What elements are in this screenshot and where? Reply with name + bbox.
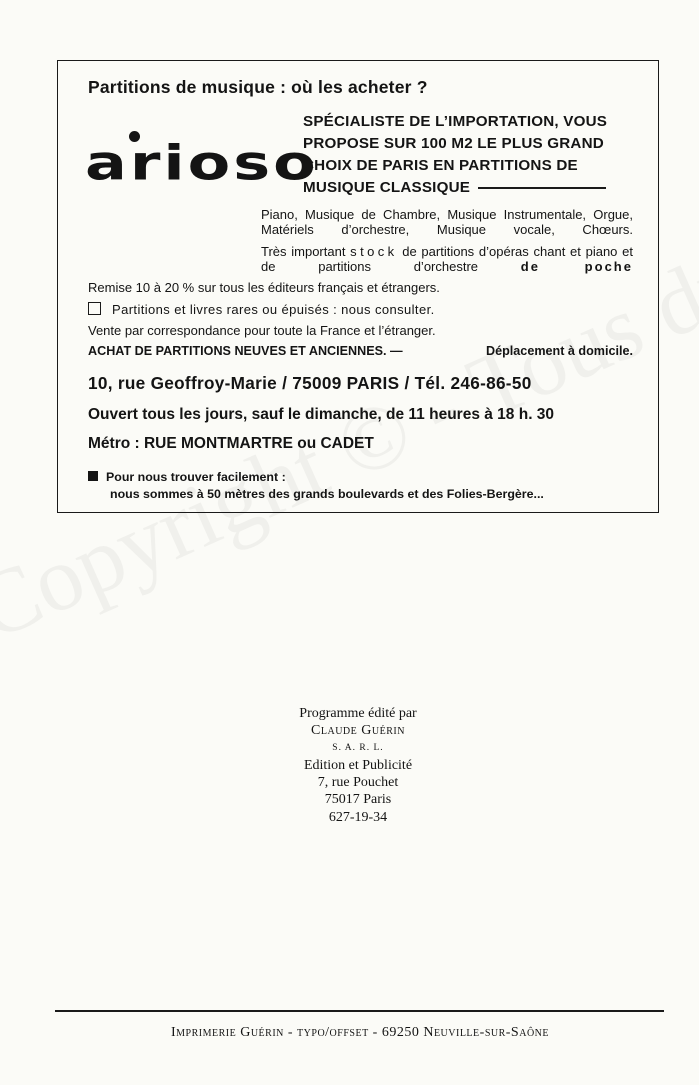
- discount-text: Remise 10 à 20 % sur tous les éditeurs français et étrangers.: [88, 280, 440, 295]
- square-bullet-icon: [88, 471, 98, 481]
- shop-address: 10, rue Geoffroy-Marie / 75009 PARIS / Tél. 246-86-50: [88, 373, 532, 393]
- instruments-text: Piano, Musique de Chambre, Musique Instrumentale, Orgue, Matériels d’orchestre, Musique vocale, Chœurs.: [261, 207, 633, 237]
- rare-scores-text: Partitions et livres rares ou épuisés : nous consulter.: [88, 302, 435, 317]
- purchase-text: ACHAT DE PARTITIONS NEUVES ET ANCIENNES. — Déplacement à domicile.: [88, 344, 633, 358]
- publisher-name: Claude Guérin: [311, 723, 405, 739]
- publisher-block: Programme édité par Claude Guérin S. A. R. L. Edition et Publicité 7, rue Pouchet 75017 Paris 627-19-34: [0, 705, 699, 826]
- metro-stations: Métro : RUE MONTMARTRE ou CADET: [88, 435, 374, 452]
- ad-title: Partitions de musique : où les acheter ?: [88, 77, 428, 97]
- arioso-logo: arioso: [85, 134, 319, 192]
- directions-text: Pour nous trouver facilement : nous sommes à 50 mètres des grands boulevards et des Folies-Bergère...: [88, 469, 544, 503]
- headline-rule: [478, 187, 606, 189]
- checkbox-icon: [88, 302, 101, 315]
- opening-hours: Ouvert tous les jours, sauf le dimanche, de 11 heures à 18 h. 30: [88, 406, 555, 423]
- ad-headline: SPÉCIALISTE DE L’IMPORTATION, VOUS PROPOSE SUR 100 M2 LE PLUS GRAND CHOIX DE PARIS EN PARTITIONS DE MUSIQUE CLASSIQUE: [303, 113, 608, 196]
- footer-divider: [55, 1010, 664, 1012]
- mail-order-text: Vente par correspondance pour toute la France et l’étranger.: [88, 323, 436, 338]
- printer-footer: Imprimerie Guérin - typo/offset - 69250 Neuville-sur-Saône: [171, 1025, 549, 1040]
- arioso-advertisement: [57, 60, 659, 513]
- stock-text: Très important stock de partitions d’opéras chant et piano et de partitions d’orchestre de poche: [261, 244, 633, 274]
